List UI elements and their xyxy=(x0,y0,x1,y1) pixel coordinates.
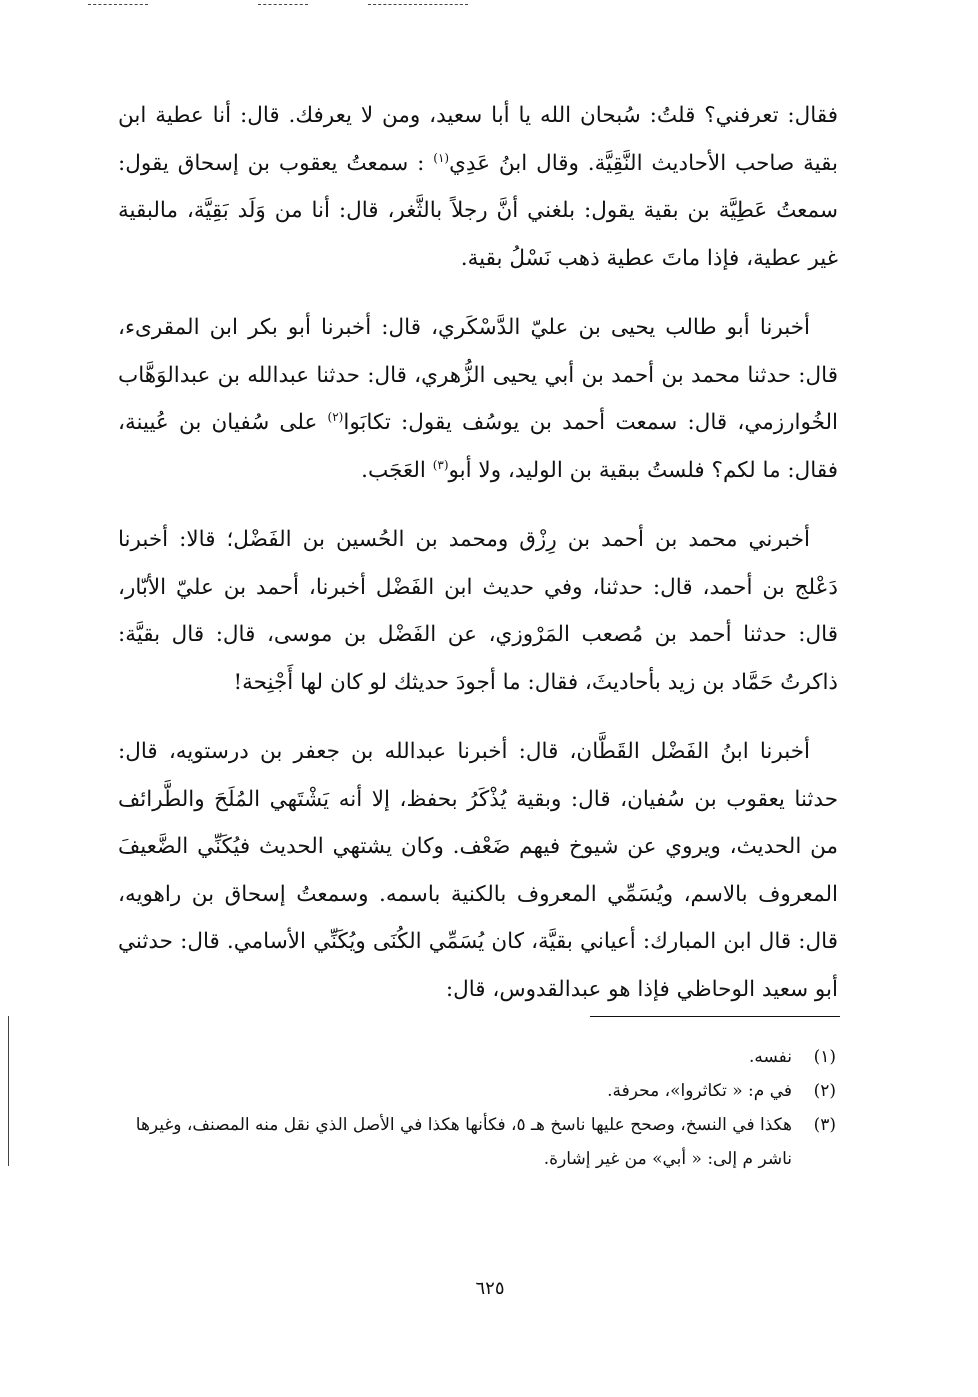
paragraph-text: أخبرنا أبو طالب يحيى بن عليّ الدَّسْكَري، قال: أخبرنا أبو بكر ابن المقرىء، قال: حدثنا محمد بن أحمد بن أبي يحيى الزُّهري، قال: حدثنا عبدالله بن عبدالوَهَّاب الخُوارزمي، قال: سمعت أحمد بن يوسُف يقول: تكابَوا xyxy=(118,315,839,435)
paragraph-text: فقال: تعرفني؟ قلتُ: سُبحان الله يا أبا سعيد، ومن لا يعرفك. قال: أنا عطية ابن بقية صاحب الأحاديث النَّقِيَّة. وقال ابنُ عَدِي xyxy=(118,103,838,176)
footnote-ref-3[interactable]: (٣) xyxy=(432,457,449,472)
footnote-text: هكذا في النسخ، وصحح عليها ناسخ هـ ٥، فكأنها هكذا في الأصل الذي نقل منه المصنف، وغيرها ناشر م إلى: « أبي» من غير إشارة. xyxy=(135,1115,792,1169)
footnote-1 xyxy=(118,1040,836,1074)
footnotes xyxy=(118,1040,836,1176)
main-text xyxy=(118,92,838,1035)
footnote-separator xyxy=(590,1016,840,1017)
footnote-number: (٢) xyxy=(813,1081,836,1101)
footnote-3 xyxy=(118,1108,836,1176)
footnote-text: نفسه. xyxy=(748,1047,792,1067)
paragraph-1 xyxy=(118,92,838,282)
margin-line xyxy=(8,1016,9,1166)
paragraph-4 xyxy=(118,728,838,1013)
top-edge-marks xyxy=(88,4,468,8)
paragraph-text: أخبرنا ابنُ الفَضْل القَطَّان، قال: أخبرنا عبدالله بن جعفر بن درستويه، قال: حدثنا يعقوب بن سُفيان، قال: وبقية يُذْكَرُ بحفظ، إلا أنه يَشْتَهي المُلَحَ والطَّرائف من الحديث، ويروي عن شيوخ فيهم ضَعْف. وكان يشتهي الحديث فيُكَنِّي الضَّعيفَ المعروف بالاسم، ويُسَمِّي المعروف بالكنية باسمه. وسمعتُ إسحاق بن راهويه، قال: قال ابن المبارك: أعياني بقيَّة، كان يُسَمِّي الكُنَى ويُكَنِّي الأسامي. قال: حدثني أبو سعيد الوحاظي فإذا هو عبدالقدوس، قال: xyxy=(118,739,838,1002)
footnote-2 xyxy=(118,1074,836,1108)
footnote-number: (١) xyxy=(813,1047,836,1067)
footnote-ref-2[interactable]: (٢) xyxy=(327,409,344,424)
footnote-number: (٣) xyxy=(813,1115,836,1135)
page-number: ٦٢٥ xyxy=(475,1278,505,1299)
paragraph-3 xyxy=(118,516,838,706)
paragraph-2 xyxy=(118,304,838,494)
paragraph-text: : سمعتُ يعقوب بن إسحاق يقول: سمعتُ عَطِيَّة بن بقية يقول: بلغني أنَّ رجلاً بالثَّغر، قال: أنا من وَلَد بَقِيَّة، مالبقية غير عطية، فإذا ماتَ عطية ذهب نَسْلُ بقية. xyxy=(118,150,838,271)
paragraph-text: على سُفيان بن عُيينة، فقال: ما لكم؟ فلستُ ببقية بن الوليد، ولا أبو xyxy=(118,410,838,483)
footnote-ref-1[interactable]: (١) xyxy=(433,150,450,165)
paragraph-text: العَجَب. xyxy=(361,457,433,483)
paragraph-text: أخبرني محمد بن أحمد بن رِزْق ومحمد بن الحُسين بن الفَضْل؛ قالا: أخبرنا دَعْلج بن أحمد، قال: حدثنا، وفي حديث ابن الفَضْل أخبرنا، أحمد بن عليّ الأبّار، قال: حدثنا أحمد بن مُصعب المَرْوزي، عن الفَضْل بن موسى، قال: قال بقيَّة: ذاكرتُ حَمَّاد بن زيد بأحاديثَ، فقال: ما أجودَ حديثك لو كان لها أَجْنِحة! xyxy=(118,527,838,695)
footnote-text: في م: « تكاثروا»، محرفة. xyxy=(607,1081,792,1101)
